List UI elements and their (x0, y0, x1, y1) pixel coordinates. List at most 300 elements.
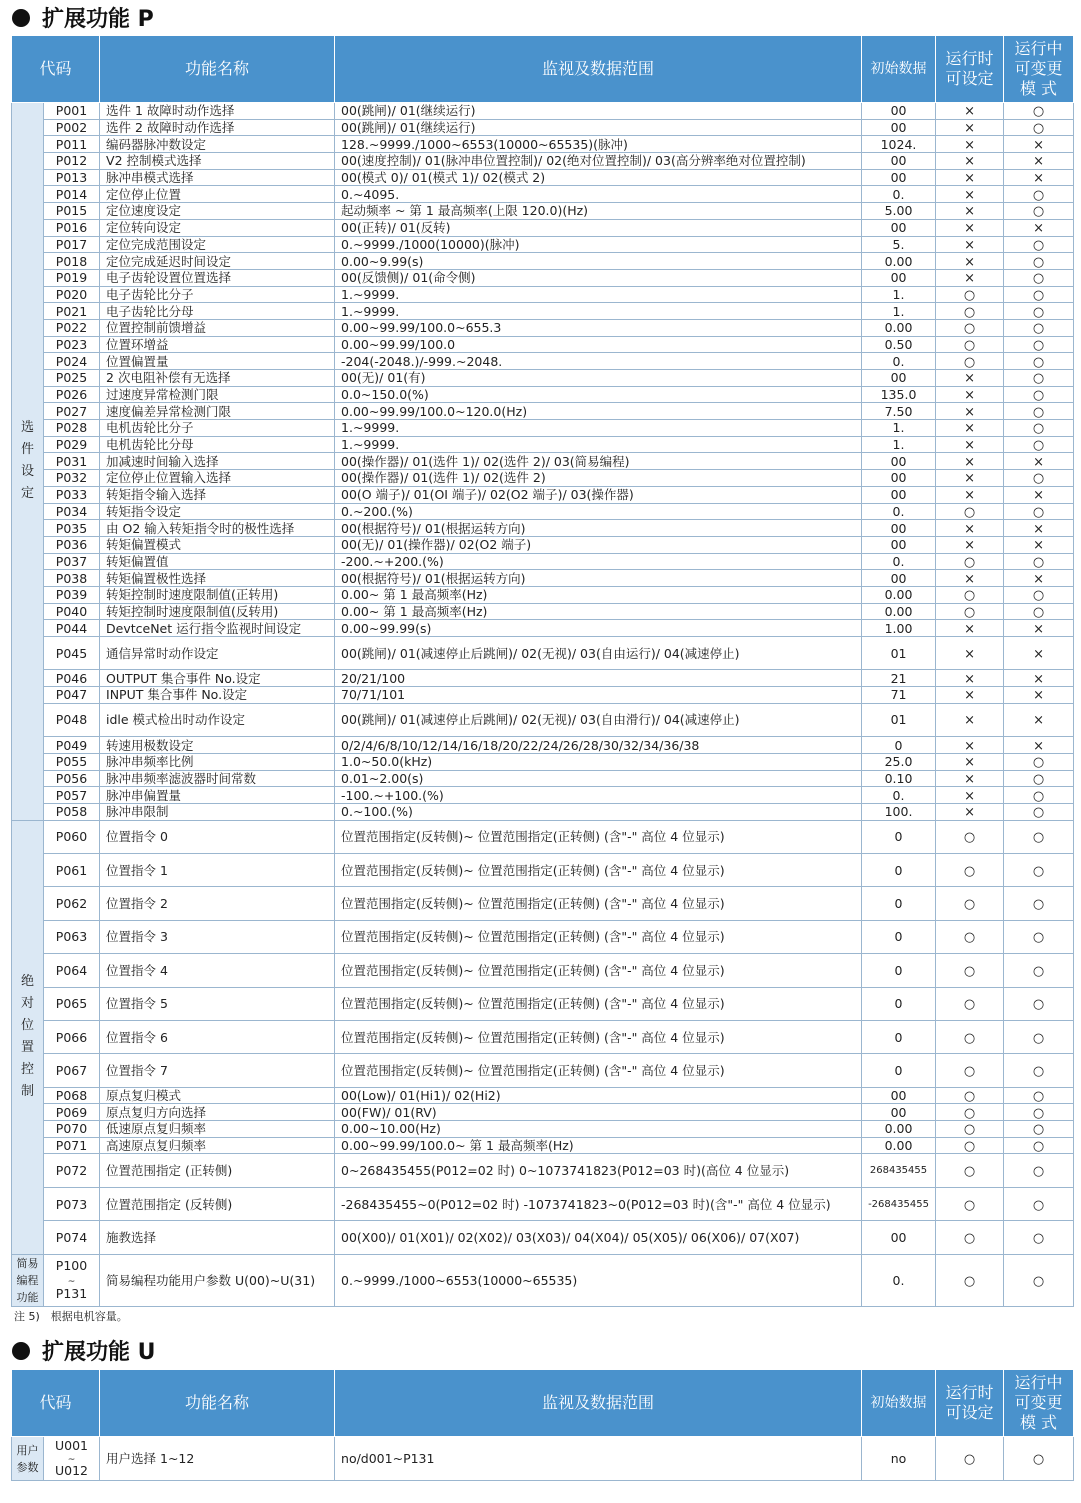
table-row (12, 987, 1074, 1020)
param-range: 00(根据符号)/ 01(根据运转方向) (335, 570, 862, 587)
param-range: 位置范围指定(反转侧)~ 位置范围指定(正转侧) (含"-" 高位 4 位显示) (335, 1054, 862, 1087)
param-name: 位置指令 1 (100, 853, 335, 886)
param-code: P012 (44, 153, 100, 170)
param-code: P018 (44, 253, 100, 270)
param-name: 脉冲串频率滤波器时间常数 (100, 770, 335, 787)
header-chg: 运行中 可变更 模 式 (1004, 36, 1074, 103)
param-run-settable (936, 1087, 1004, 1104)
param-run-settable (936, 820, 1004, 853)
param-range: 00(无)/ 01(操作器)/ 02(O2 端子) (335, 536, 862, 553)
table-body-u (12, 1437, 1074, 1481)
header-code: 代码 (12, 1370, 100, 1437)
param-name: 转速用极数设定 (100, 737, 335, 754)
param-run-settable (936, 770, 1004, 787)
circle-icon: ○ (1032, 204, 1045, 220)
param-code: P048 (44, 703, 100, 736)
param-name: 脉冲串模式选择 (100, 169, 335, 186)
section-title-u (12, 1335, 156, 1366)
param-init: 25.0 (862, 753, 936, 770)
param-name: 位置控制前馈增益 (100, 319, 335, 336)
param-init: 0 (862, 853, 936, 886)
param-run-settable (936, 536, 1004, 553)
param-run-changeable (1004, 370, 1074, 387)
param-code: P039 (44, 586, 100, 603)
param-run-settable (936, 470, 1004, 487)
circle-icon: ○ (1032, 337, 1045, 353)
param-code: P028 (44, 420, 100, 437)
param-range: 00(跳闸)/ 01(继续运行) (335, 103, 862, 120)
param-range: 0.0~150.0(%) (335, 386, 862, 403)
param-run-changeable (1004, 403, 1074, 420)
param-init: 00 (862, 1087, 936, 1104)
param-run-settable (936, 503, 1004, 520)
table-row (12, 486, 1074, 503)
circle-icon: ○ (1032, 388, 1045, 403)
param-run-changeable (1004, 286, 1074, 303)
param-range: 0.00~9.99(s) (335, 253, 862, 270)
param-run-changeable (1004, 103, 1074, 120)
param-name: 位置范围指定 (反转侧) (100, 1187, 335, 1220)
param-run-settable (936, 603, 1004, 620)
param-code: P065 (44, 987, 100, 1020)
circle-icon: ○ (1032, 371, 1045, 387)
cross-icon: × (1033, 454, 1044, 470)
circle-icon: ○ (1032, 104, 1045, 120)
cross-icon: × (964, 738, 975, 754)
circle-icon: ○ (1032, 788, 1045, 804)
param-name: 选件 1 故障时动作选择 (100, 103, 335, 120)
circle-icon: ○ (1032, 863, 1045, 879)
param-init: 00 (862, 453, 936, 470)
table-row (12, 253, 1074, 270)
param-code: P013 (44, 169, 100, 186)
param-init: 71 (862, 687, 936, 704)
param-range: 0.~9999./1000~6553(10000~65535) (335, 1254, 862, 1306)
cross-icon: × (964, 521, 975, 537)
parameter-table-p (11, 35, 1074, 1307)
param-init: 0 (862, 820, 936, 853)
circle-icon: ○ (963, 321, 976, 337)
param-run-changeable (1004, 520, 1074, 537)
cross-icon: × (964, 488, 975, 503)
header-name: 功能名称 (100, 1370, 335, 1437)
table-row (12, 436, 1074, 453)
param-init: 268435455 (862, 1154, 936, 1187)
table-row (12, 386, 1074, 403)
param-range: 位置范围指定(反转侧)~ 位置范围指定(正转侧) (含"-" 高位 4 位显示) (335, 920, 862, 953)
param-run-changeable (1004, 987, 1074, 1020)
param-name: 加减速时间输入选择 (100, 453, 335, 470)
param-init: 0.00 (862, 319, 936, 336)
param-name: 电子齿轮比分母 (100, 303, 335, 320)
param-init: 01 (862, 703, 936, 736)
param-run-settable (936, 753, 1004, 770)
circle-icon: ○ (1032, 1230, 1045, 1246)
circle-icon: ○ (963, 1105, 976, 1121)
param-init: 21 (862, 670, 936, 687)
cross-icon: × (1033, 621, 1044, 637)
param-code: P044 (44, 620, 100, 637)
param-init: 0 (862, 737, 936, 754)
param-run-changeable (1004, 803, 1074, 820)
param-init: 01 (862, 637, 936, 670)
param-run-settable (936, 153, 1004, 170)
param-range: 00(模式 0)/ 01(模式 1)/ 02(模式 2) (335, 169, 862, 186)
param-name: 位置范围指定 (正转侧) (100, 1154, 335, 1187)
table-row (12, 119, 1074, 136)
circle-icon: ○ (1032, 554, 1045, 570)
param-init: 0.00 (862, 253, 936, 270)
param-name: 高速原点复归频率 (100, 1137, 335, 1154)
circle-icon: ○ (1032, 287, 1045, 303)
param-name: 转矩偏置模式 (100, 536, 335, 553)
cross-icon: × (964, 137, 975, 153)
circle-icon: ○ (963, 1230, 976, 1246)
param-run-settable (936, 1154, 1004, 1187)
param-name: idle 模式检出时动作设定 (100, 703, 335, 736)
param-init: 00 (862, 269, 936, 286)
param-code: P074 (44, 1221, 100, 1254)
param-code: P023 (44, 336, 100, 353)
header-range: 监视及数据范围 (335, 36, 862, 103)
param-code: P068 (44, 1087, 100, 1104)
param-range: 1.~9999. (335, 436, 862, 453)
group-user-params: 用户 参数 (12, 1437, 44, 1481)
param-range: 位置范围指定(反转侧)~ 位置范围指定(正转侧) (含"-" 高位 4 位显示) (335, 887, 862, 920)
cross-icon: × (964, 104, 975, 120)
param-range: 起动频率 ~ 第 1 最高频率(上限 120.0)(Hz) (335, 203, 862, 220)
table-row (12, 453, 1074, 470)
param-init: 1. (862, 436, 936, 453)
param-run-settable (936, 253, 1004, 270)
param-name: 定位停止位置输入选择 (100, 470, 335, 487)
param-code: P019 (44, 269, 100, 286)
param-range: 00(Low)/ 01(Hi1)/ 02(Hi2) (335, 1087, 862, 1104)
table-row (12, 336, 1074, 353)
param-range: 0.00~ 第 1 最高频率(Hz) (335, 586, 862, 603)
param-init: 0. (862, 353, 936, 370)
table-row (12, 536, 1074, 553)
param-init: 0.00 (862, 1121, 936, 1138)
table-row (12, 1437, 1074, 1481)
cross-icon: × (964, 771, 975, 787)
param-code: P020 (44, 286, 100, 303)
cross-icon: × (1033, 713, 1044, 729)
param-run-changeable (1004, 503, 1074, 520)
circle-icon: ○ (963, 287, 976, 303)
param-name: 转矩控制时速度限制值(正转用) (100, 586, 335, 603)
circle-icon: ○ (1032, 1030, 1045, 1046)
table-row (12, 203, 1074, 220)
param-run-changeable (1004, 553, 1074, 570)
cross-icon: × (1033, 571, 1044, 587)
param-code: P066 (44, 1020, 100, 1053)
header-run: 运行时 可设定 (936, 1370, 1004, 1437)
param-run-settable (936, 336, 1004, 353)
param-init: 0. (862, 553, 936, 570)
param-name: OUTPUT 集合事件 No.设定 (100, 670, 335, 687)
param-code: P046 (44, 670, 100, 687)
cross-icon: × (1033, 221, 1044, 236)
param-name: 2 次电阻补偿有无选择 (100, 370, 335, 387)
bullet-icon (12, 1342, 30, 1360)
param-name: 原点复归模式 (100, 1087, 335, 1104)
cross-icon: × (1033, 671, 1044, 687)
param-name: 位置指令 3 (100, 920, 335, 953)
param-run-changeable (1004, 703, 1074, 736)
param-code: P056 (44, 770, 100, 787)
circle-icon: ○ (1032, 771, 1045, 787)
section-title-p-text: 扩展功能 P (42, 7, 154, 32)
param-init: 00 (862, 1221, 936, 1254)
param-init: 00 (862, 169, 936, 186)
cross-icon: × (1033, 521, 1044, 537)
param-init: 0 (862, 920, 936, 953)
table-row (12, 770, 1074, 787)
param-code: P021 (44, 303, 100, 320)
param-init: 135.0 (862, 386, 936, 403)
param-init: 0.00 (862, 1137, 936, 1154)
circle-icon: ○ (963, 1089, 976, 1104)
circle-icon: ○ (963, 1030, 976, 1046)
param-code: P032 (44, 470, 100, 487)
table-row (12, 1137, 1074, 1154)
circle-icon: ○ (1032, 805, 1045, 821)
param-run-changeable (1004, 303, 1074, 320)
param-range: 00(操作器)/ 01(选件 1)/ 02(选件 2)/ 03(简易编程) (335, 453, 862, 470)
table-row (12, 703, 1074, 736)
cross-icon: × (964, 237, 975, 253)
param-init: 0. (862, 1254, 936, 1306)
param-name: 位置指令 5 (100, 987, 335, 1020)
param-name: 脉冲串频率比例 (100, 753, 335, 770)
table-row (12, 1187, 1074, 1220)
param-range: 0.01~2.00(s) (335, 770, 862, 787)
param-run-changeable (1004, 687, 1074, 704)
param-init: 0.10 (862, 770, 936, 787)
circle-icon: ○ (1032, 1164, 1045, 1180)
param-range: 00(O 端子)/ 01(OI 端子)/ 02(O2 端子)/ 03(操作器) (335, 486, 862, 503)
param-run-settable (936, 853, 1004, 886)
param-run-changeable (1004, 336, 1074, 353)
param-run-changeable (1004, 1020, 1074, 1053)
param-run-settable (936, 269, 1004, 286)
header-init: 初始数据 (862, 1370, 936, 1437)
param-code: P037 (44, 553, 100, 570)
param-name: V2 控制模式选择 (100, 153, 335, 170)
param-code: P034 (44, 503, 100, 520)
param-run-settable (936, 1221, 1004, 1254)
param-run-settable (936, 436, 1004, 453)
param-range: 00(速度控制)/ 01(脉冲串位置控制)/ 02(绝对位置控制)/ 03(高分辨率绝对位置控制) (335, 153, 862, 170)
param-run-changeable (1004, 486, 1074, 503)
param-code: P033 (44, 486, 100, 503)
param-run-changeable (1004, 203, 1074, 220)
param-run-changeable (1004, 603, 1074, 620)
circle-icon: ○ (963, 930, 976, 946)
circle-icon: ○ (963, 354, 976, 370)
param-run-settable (936, 219, 1004, 236)
param-name: 定位速度设定 (100, 203, 335, 220)
cross-icon: × (964, 621, 975, 637)
circle-icon: ○ (1032, 504, 1045, 520)
circle-icon: ○ (1032, 354, 1045, 370)
param-range: 20/21/100 (335, 670, 862, 687)
table-row (12, 586, 1074, 603)
circle-icon: ○ (1032, 604, 1045, 620)
cross-icon: × (964, 713, 975, 729)
param-code: P069 (44, 1104, 100, 1121)
circle-icon: ○ (1032, 321, 1045, 337)
param-name: 施教选择 (100, 1221, 335, 1254)
param-run-settable (936, 637, 1004, 670)
table-row (12, 153, 1074, 170)
param-run-changeable (1004, 436, 1074, 453)
table-row (12, 303, 1074, 320)
table-row (12, 219, 1074, 236)
param-init: 0 (862, 954, 936, 987)
table-row (12, 136, 1074, 153)
table-row (12, 1020, 1074, 1053)
param-name: 位置偏置量 (100, 353, 335, 370)
param-name: 位置环增益 (100, 336, 335, 353)
param-name: 位置指令 4 (100, 954, 335, 987)
cross-icon: × (964, 671, 975, 687)
circle-icon: ○ (1032, 187, 1045, 203)
circle-icon: ○ (1032, 830, 1045, 846)
param-code: P038 (44, 570, 100, 587)
param-range: 0.~200.(%) (335, 503, 862, 520)
param-name: 脉冲串偏置量 (100, 787, 335, 804)
param-code: P062 (44, 887, 100, 920)
circle-icon: ○ (1032, 271, 1045, 287)
table-row (12, 286, 1074, 303)
param-code: P064 (44, 954, 100, 987)
param-code: P063 (44, 920, 100, 953)
table-row (12, 670, 1074, 687)
param-range: -268435455~0(P012=02 时) -1073741823~0(P012=03 时)(含"-" 高位 4 位显示) (335, 1187, 862, 1220)
param-run-settable (936, 703, 1004, 736)
table-row (12, 853, 1074, 886)
param-code: P035 (44, 520, 100, 537)
param-code: P040 (44, 603, 100, 620)
table-row (12, 1121, 1074, 1138)
circle-icon: ○ (963, 554, 976, 570)
param-name: 位置指令 2 (100, 887, 335, 920)
param-run-changeable (1004, 1221, 1074, 1254)
table-row (12, 737, 1074, 754)
param-code: P024 (44, 353, 100, 370)
circle-icon: ○ (963, 337, 976, 353)
table-row (12, 319, 1074, 336)
param-range: 1.~9999. (335, 303, 862, 320)
param-code: P045 (44, 637, 100, 670)
circle-icon: ○ (1032, 421, 1045, 437)
cross-icon: × (964, 805, 975, 821)
param-run-settable (936, 1121, 1004, 1138)
param-run-changeable (1004, 453, 1074, 470)
param-name: 转矩指令输入选择 (100, 486, 335, 503)
table-row (12, 553, 1074, 570)
cross-icon: × (964, 204, 975, 220)
param-name: 位置指令 6 (100, 1020, 335, 1053)
cross-icon: × (964, 388, 975, 403)
table-header-row (12, 36, 1074, 103)
param-range: 1.~9999. (335, 420, 862, 437)
param-run-changeable (1004, 1087, 1074, 1104)
param-run-changeable (1004, 1254, 1074, 1306)
table-row (12, 620, 1074, 637)
param-run-changeable (1004, 386, 1074, 403)
circle-icon: ○ (1032, 588, 1045, 604)
param-run-changeable (1004, 1104, 1074, 1121)
param-run-settable (936, 186, 1004, 203)
param-name: 简易编程功能用户参数 U(00)~U(31) (100, 1254, 335, 1306)
circle-icon: ○ (1032, 897, 1045, 913)
param-init: 00 (862, 119, 936, 136)
cross-icon: × (964, 471, 975, 487)
footnote: 注 5) 根据电机容量。 (14, 1310, 128, 1323)
cross-icon: × (964, 571, 975, 587)
param-name: 用户选择 1~12 (100, 1437, 335, 1481)
table-row (12, 887, 1074, 920)
param-name: 位置指令 0 (100, 820, 335, 853)
param-init: 0 (862, 987, 936, 1020)
param-run-settable (936, 1054, 1004, 1087)
param-run-changeable (1004, 586, 1074, 603)
param-run-changeable (1004, 853, 1074, 886)
param-run-settable (936, 370, 1004, 387)
param-code: P067 (44, 1054, 100, 1087)
param-run-changeable (1004, 737, 1074, 754)
table-row (12, 470, 1074, 487)
param-run-changeable (1004, 920, 1074, 953)
header-init: 初始数据 (862, 36, 936, 103)
circle-icon: ○ (1032, 930, 1045, 946)
circle-icon: ○ (963, 604, 976, 620)
circle-icon: ○ (1032, 438, 1045, 453)
table-row (12, 603, 1074, 620)
param-range: 0.00~99.99/100.0 (335, 336, 862, 353)
param-code: P027 (44, 403, 100, 420)
param-init: 1.00 (862, 620, 936, 637)
header-run: 运行时 可设定 (936, 36, 1004, 103)
param-run-settable (936, 803, 1004, 820)
table-row (12, 186, 1074, 203)
param-name: 速度偏差异常检测门限 (100, 403, 335, 420)
param-name: 转矩指令设定 (100, 503, 335, 520)
param-name: 转矩偏置极性选择 (100, 570, 335, 587)
param-range: 00(跳闸)/ 01(减速停止后跳闸)/ 02(无视)/ 03(自由运行)/ 04(减速停止) (335, 637, 862, 670)
circle-icon: ○ (1032, 963, 1045, 979)
param-name: 原点复归方向选择 (100, 1104, 335, 1121)
cross-icon: × (1033, 488, 1044, 503)
param-code: P015 (44, 203, 100, 220)
table-row (12, 687, 1074, 704)
param-name: 位置指令 7 (100, 1054, 335, 1087)
cross-icon: × (964, 221, 975, 236)
header-code: 代码 (12, 36, 100, 103)
param-run-changeable (1004, 637, 1074, 670)
circle-icon: ○ (1032, 304, 1045, 320)
param-init: 1024. (862, 136, 936, 153)
circle-icon: ○ (963, 588, 976, 604)
param-run-settable (936, 520, 1004, 537)
param-range: 0.~100.(%) (335, 803, 862, 820)
param-run-settable (936, 386, 1004, 403)
param-init: -268435455 (862, 1187, 936, 1220)
param-name: 定位停止位置 (100, 186, 335, 203)
